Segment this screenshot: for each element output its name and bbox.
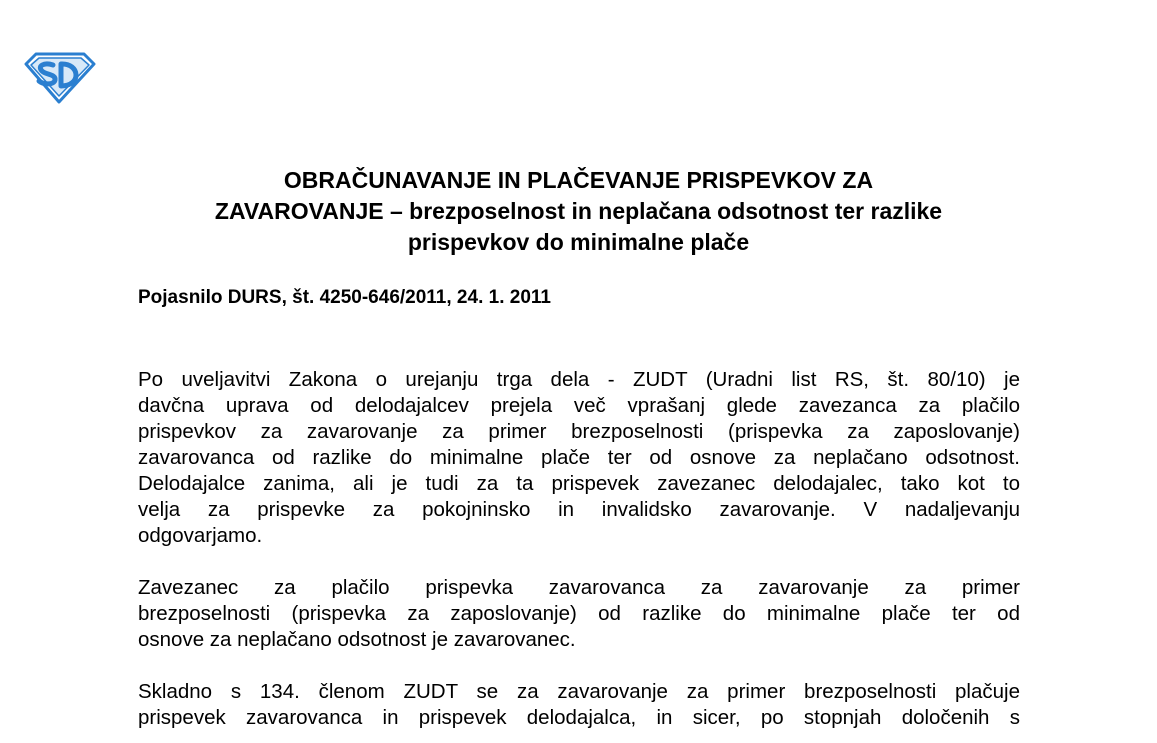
title-line: prispevkov do minimalne plače — [407, 229, 750, 255]
text-line: Delodajalce zanima, ali je tudi za ta prispevek zavezanec delodajalec, tako kot to — [138, 472, 1020, 495]
document-reference: Pojasnilo DURS, št. 4250-646/2011, 24. 1. 2011 — [138, 287, 551, 308]
text-line: osnove za neplačano odsotnost je zavarovanec. — [138, 628, 576, 651]
text-line: davčna uprava od delodajalcev prejela več vprašanj glede zavezanca za plačilo — [138, 394, 1020, 417]
text-line: brezposelnosti (prispevka za zaposlovanje) od razlike do minimalne plače ter od — [138, 602, 1020, 625]
text-line: velja za prispevke za pokojninsko in invalidsko zavarovanje. V nadaljevanju — [138, 498, 1020, 521]
document-title — [120, 165, 1037, 258]
text-line: zavarovanca od razlike do minimalne plače ter od osnove za neplačano odsotnost. — [138, 446, 1020, 469]
document-body — [138, 367, 1020, 743]
paragraph-article-134 — [138, 679, 1020, 731]
text-line: prispevek zavarovanca in prispevek delodajalca, in sicer, po stopnjah določenih s — [138, 706, 1020, 729]
paragraph-intro — [138, 367, 1020, 549]
text-line: odgovarjamo. — [138, 524, 263, 547]
paragraph-answer — [138, 575, 1020, 653]
title-line: ZAVAROVANJE – brezposelnost in neplačana odsotnost ter razlike — [214, 198, 943, 224]
text-line: Po uveljavitvi Zakona o urejanju trga dela - ZUDT (Uradni list RS, št. 80/10) je — [138, 368, 1020, 391]
sd-logo-icon — [22, 50, 96, 104]
sd-shield-logo-graphic — [22, 50, 96, 104]
text-line: Zavezanec za plačilo prispevka zavarovanca za zavarovanje za primer — [138, 576, 1020, 599]
title-line: OBRAČUNAVANJE IN PLAČEVANJE PRISPEVKOV ZA — [283, 167, 874, 193]
text-line: Skladno s 134. členom ZUDT se za zavarovanje za primer brezposelnosti plačuje — [138, 680, 1020, 703]
text-line: prispevkov za zavarovanje za primer brezposelnosti (prispevka za zaposlovanje) — [138, 420, 1020, 443]
